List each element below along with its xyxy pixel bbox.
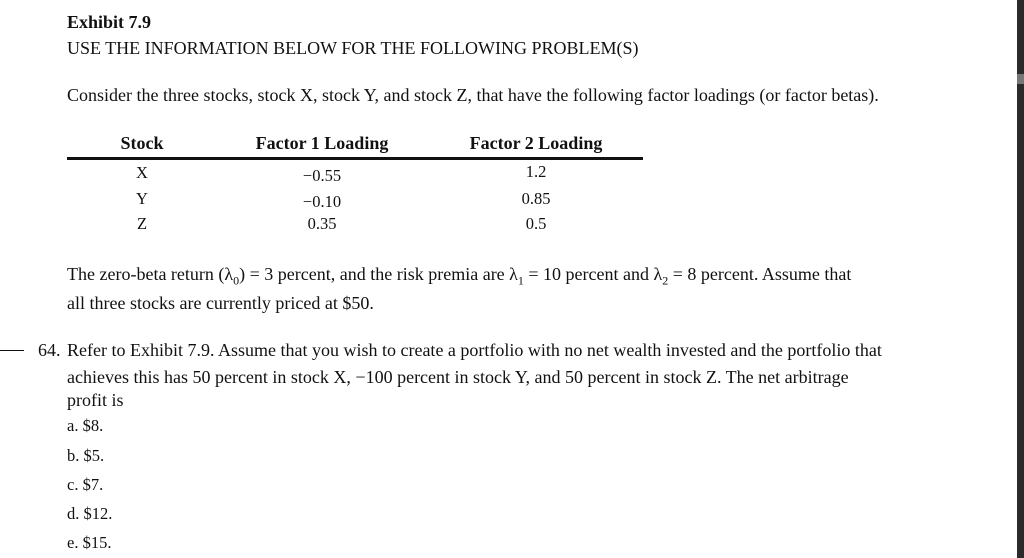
window-edge-marker bbox=[1017, 74, 1024, 84]
cell-z-factor2: 0.5 bbox=[525, 214, 547, 233]
question-line-1: Refer to Exhibit 7.9. Assume that you wish to create a portfolio with no net wealth invested and the portfolio that bbox=[67, 340, 882, 360]
window-edge-bar bbox=[1017, 0, 1024, 558]
subscript-2: 2 bbox=[662, 273, 669, 288]
cell-y-factor1: −0.10 bbox=[302, 192, 342, 211]
option-c[interactable]: c. $7. bbox=[67, 475, 104, 494]
question-line-2: achieves this has 50 percent in stock X, −100 percent in stock Y, and 50 percent in stock Z. The net arbitrage bbox=[67, 367, 849, 387]
cell-stock-x: X bbox=[136, 163, 148, 182]
answer-blank[interactable] bbox=[0, 350, 24, 351]
option-e[interactable]: e. $15. bbox=[67, 533, 112, 552]
info-text-a: The zero-beta return (λ bbox=[67, 264, 234, 284]
header-stock: Stock bbox=[120, 133, 164, 153]
option-a[interactable]: a. $8. bbox=[67, 416, 104, 435]
cell-stock-y: Y bbox=[136, 189, 148, 208]
intro-text: Consider the three stocks, stock X, stock Y, and stock Z, that have the following factor loadings (or factor betas). bbox=[67, 85, 879, 105]
question-number: 64. bbox=[38, 340, 61, 360]
info-text-c: = 10 percent and λ bbox=[523, 264, 663, 284]
cell-x-factor1: −0.55 bbox=[302, 166, 342, 185]
header-factor2: Factor 2 Loading bbox=[469, 133, 603, 153]
info-text-b: ) = 3 percent, and the risk premia are λ bbox=[239, 264, 518, 284]
table-rule bbox=[67, 157, 643, 160]
exhibit-subtitle: USE THE INFORMATION BELOW FOR THE FOLLOWING PROBLEM(S) bbox=[67, 38, 639, 58]
zero-beta-info bbox=[67, 264, 851, 289]
subscript-0: 0 bbox=[233, 273, 240, 288]
cell-stock-z: Z bbox=[136, 214, 148, 233]
cell-x-factor2: 1.2 bbox=[525, 162, 547, 181]
cell-z-factor1: 0.35 bbox=[307, 214, 337, 233]
exhibit-title: Exhibit 7.9 bbox=[67, 12, 152, 32]
subscript-1: 1 bbox=[517, 273, 524, 288]
option-d[interactable]: d. $12. bbox=[67, 504, 113, 523]
option-b[interactable]: b. $5. bbox=[67, 446, 105, 465]
question-line-3: profit is bbox=[67, 390, 124, 410]
header-factor1: Factor 1 Loading bbox=[255, 133, 389, 153]
cell-y-factor2: 0.85 bbox=[521, 189, 551, 208]
price-info: all three stocks are currently priced at $50. bbox=[67, 293, 374, 313]
info-text-d: = 8 percent. Assume that bbox=[668, 264, 852, 284]
